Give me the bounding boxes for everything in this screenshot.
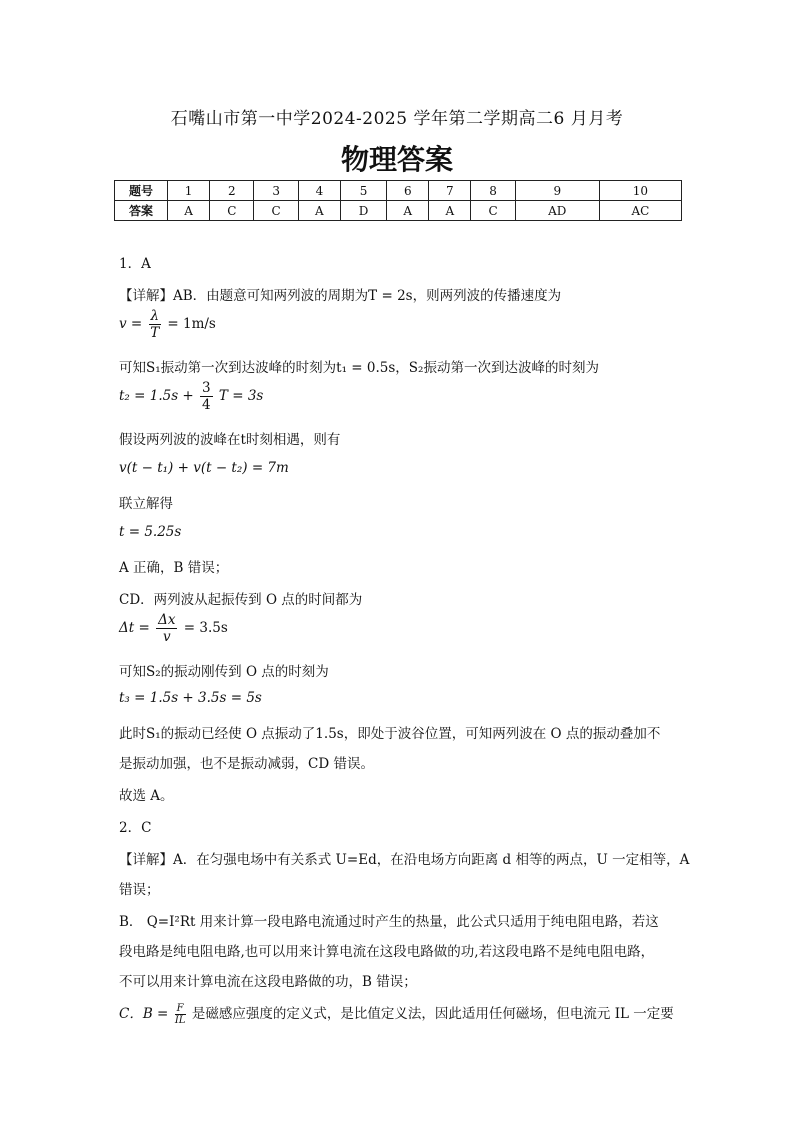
equation-left: C．B = (119, 1006, 169, 1022)
q1-text: CD．两列波从起振传到 O 点的时间都为 (119, 592, 363, 608)
table-cell: 6 (387, 181, 429, 201)
q1-text: A 正确，B 错误； (119, 560, 229, 576)
equation-right: T = 3s (218, 388, 264, 404)
fraction-denominator: T (150, 325, 160, 341)
q2-text-definition (119, 1002, 674, 1026)
table-cell: AC (599, 201, 681, 221)
table-cell: A (429, 201, 471, 221)
q1-text: 此时S₁的振动已经使 O 点振动了1.5s，即处于波谷位置，可知两列波在 O 点的振动叠加不 (119, 726, 661, 742)
q1-text: 是振动加强，也不是振动减弱，CD 错误。 (119, 756, 374, 772)
table-row-numbers (115, 181, 682, 201)
table-cell: 5 (340, 181, 386, 201)
table-cell: 8 (471, 181, 515, 201)
table-cell: A (387, 201, 429, 221)
table-cell: 2 (210, 181, 254, 201)
page-title: 石嘴山市第一中学2024-2025 学年第二学期高二6 月月考 (170, 109, 624, 129)
equation-right: = 3.5s (183, 620, 228, 636)
q2-text: 不可以用来计算电流在这段电路做的功，B 错误； (119, 974, 417, 990)
q2-text: B． Q=I²Rt 用来计算一段电路电流通过时产生的热量，此公式只适用于纯电阻电路，若这 (119, 914, 659, 930)
q1-text: 可知S₁振动第一次到达波峰的时刻为t₁ = 0.5s，S₂振动第一次到达波峰的时刻为 (119, 360, 599, 376)
table-header-answer: 答案 (115, 201, 168, 221)
fraction (149, 308, 162, 341)
table-cell: AD (515, 201, 599, 221)
q2-text: 【详解】A．在匀强电场中有关系式 U=Ed，在沿电场方向距离 d 相等的两点，U 一定相等，A (119, 852, 690, 868)
q2-heading: 2．C (119, 820, 152, 836)
equation-right: = 1m/s (167, 316, 216, 332)
q1-text: 【详解】AB．由题意可知两列波的周期为T = 2s，则两列波的传播速度为 (119, 288, 562, 304)
answer-table (114, 180, 682, 221)
fraction (156, 612, 177, 645)
table-cell: A (298, 201, 340, 221)
q1-text: 联立解得 (119, 496, 173, 512)
equation-left: v = (119, 316, 143, 332)
q1-equation: t₃ = 1.5s + 3.5s = 5s (119, 690, 262, 706)
q1-equation-velocity (119, 308, 216, 341)
table-cell: C (210, 201, 254, 221)
q1-equation: v(t − t₁) + v(t − t₂) = 7m (119, 460, 289, 476)
table-cell: C (254, 201, 298, 221)
fraction-numerator: λ (150, 308, 160, 324)
table-cell: 3 (254, 181, 298, 201)
q1-equation-t2 (119, 380, 263, 413)
q1-text: 假设两列波的波峰在t时刻相遇，则有 (119, 432, 341, 448)
table-cell: 1 (168, 181, 210, 201)
table-row-answers (115, 201, 682, 221)
fraction-denominator: IL (174, 1015, 186, 1026)
table-header-number: 题号 (115, 181, 168, 201)
table-cell: A (168, 201, 210, 221)
q1-equation-dt (119, 612, 228, 645)
table-cell: D (340, 201, 386, 221)
q1-text: 可知S₂的振动刚传到 O 点的时刻为 (119, 664, 329, 680)
q1-equation: t = 5.25s (119, 524, 182, 540)
table-cell: 7 (429, 181, 471, 201)
table-cell: 4 (298, 181, 340, 201)
q2-text: 段电路是纯电阻电路,也可以用来计算电流在这段电路做的功,若这段电路不是纯电阻电路， (119, 944, 655, 960)
equation-left: Δt = (119, 620, 150, 636)
fraction-numerator: 3 (202, 380, 211, 396)
fraction (200, 380, 213, 413)
page-subtitle: 物理答案 (340, 143, 453, 176)
text-continued: 是磁感应强度的定义式，是比值定义法，因此适用任何磁场，但电流元 IL 一定要 (191, 1006, 674, 1022)
equation-left: t₂ = 1.5s + (119, 388, 194, 404)
q1-heading: 1．A (119, 256, 151, 272)
table-cell: 10 (599, 181, 681, 201)
table-cell: 9 (515, 181, 599, 201)
fraction (175, 1003, 186, 1026)
fraction-numerator: Δx (158, 612, 176, 628)
fraction-denominator: 4 (202, 397, 211, 413)
fraction-denominator: v (162, 629, 171, 645)
q1-text: 故选 A。 (119, 788, 174, 804)
table-cell: C (471, 201, 515, 221)
q2-text: 错误； (119, 882, 160, 898)
fraction-numerator: F (176, 1003, 184, 1014)
